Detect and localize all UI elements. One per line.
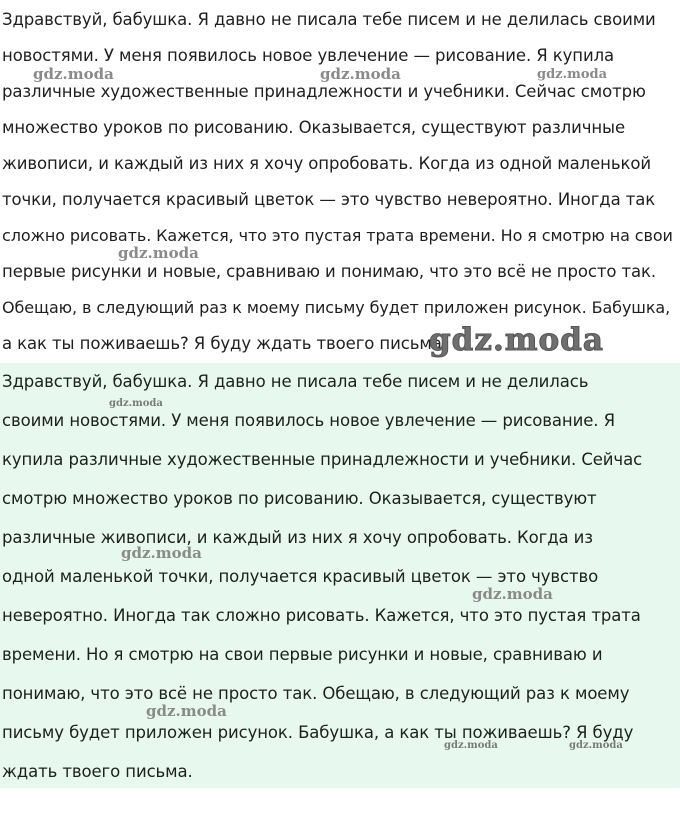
text-line: различные художественные принадлежности и учебники. Сейчас смотрю [2,82,646,101]
text-line: множество уроков по рисованию. Оказывается, существуют различные [2,118,626,137]
watermark: gdz.moda [118,244,199,262]
text-line: первые рисунки и новые, сравниваю и понимаю, что это всё не просто так. [2,262,657,281]
watermark: gdz.moda [121,544,202,562]
text-line: ждать твоего письма. [2,762,193,781]
text-line: различные живописи, и каждый из них я хочу опробовать. Когда из [2,528,593,547]
original-text-block [0,4,680,362]
text-line: одной маленькой точки, получается красивый цветок — это чувство [2,567,599,586]
text-line: Здравствуй, бабушка. Я давно не писала тебе писем и не делилась своими [2,10,656,29]
text-line: сложно рисовать. Кажется, что это пустая трата времени. Но я смотрю на свои [2,226,673,245]
watermark: gdz.moda [472,585,553,603]
text-line: смотрю множество уроков по рисованию. Оказывается, существуют [2,489,597,508]
watermark: gdz.moda [537,67,608,82]
text-line: Обещаю, в следующий раз к моему письму будет приложен рисунок. Бабушка, [2,298,671,317]
watermark-large: gdz.moda [429,322,604,358]
watermark: gdz.moda [569,740,623,751]
text-line: новостями. У меня появилось новое увлечение — рисование. Я купила [2,46,615,65]
text-line: понимаю, что это всё не просто так. Обещаю, в следующий раз к моему [2,684,630,703]
highlighted-text-block [0,363,680,788]
text-line: а как ты поживаешь? Я буду ждать твоего письма. [2,334,447,353]
watermark: gdz.moda [320,65,401,83]
text-line: письму будет приложен рисунок. Бабушка, а как ты поживаешь? Я буду [2,723,634,742]
text-line: своими новостями. У меня появилось новое увлечение — рисование. Я [2,411,615,430]
text-line: невероятно. Иногда так сложно рисовать. Кажется, что это пустая трата [2,606,641,625]
watermark: gdz.moda [146,702,227,720]
watermark: gdz.moda [109,398,163,409]
watermark: gdz.moda [444,740,498,751]
text-line: купила различные художественные принадлежности и учебники. Сейчас [2,450,643,469]
text-line: живописи, и каждый из них я хочу опробовать. Когда из одной маленькой [2,154,651,173]
watermark: gdz.moda [33,65,114,83]
text-line: Здравствуй, бабушка. Я давно не писала тебе писем и не делилась [2,372,589,391]
text-line: точки, получается красивый цветок — это чувство невероятно. Иногда так [2,190,656,209]
text-line: времени. Но я смотрю на свои первые рисунки и новые, сравниваю и [2,645,603,664]
